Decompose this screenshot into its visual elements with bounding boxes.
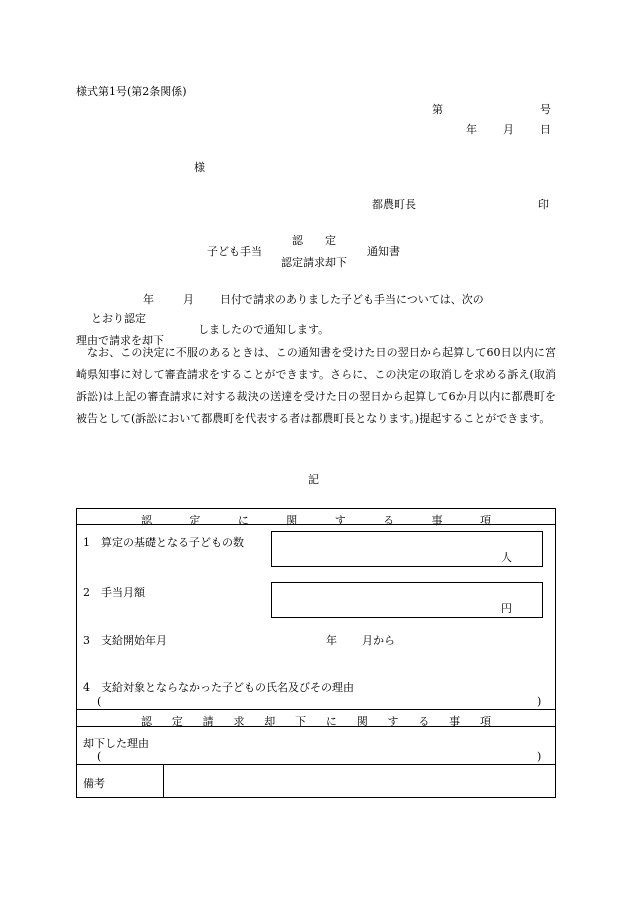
sender-name: 都農町長 — [372, 198, 416, 211]
child-count-unit: 人 — [501, 551, 512, 564]
section2-char: 項 — [479, 715, 491, 728]
section2-char: 認 — [141, 715, 152, 728]
paren-open: ( — [97, 750, 102, 763]
item3-label: 3 支給開始年月 — [83, 634, 167, 647]
reject-reason-label: 却下した理由 — [83, 737, 149, 750]
remarks-field[interactable] — [164, 765, 555, 797]
child-count-field[interactable] — [271, 531, 543, 567]
section2-char: 下 — [295, 715, 307, 728]
start-year: 年 — [326, 634, 337, 647]
divider — [77, 524, 555, 525]
title-suffix: 通知書 — [367, 245, 400, 258]
section2-char: 関 — [356, 715, 368, 728]
item1-label: 1 算定の基礎となる子どもの数 — [83, 536, 244, 549]
doc-number-prefix: 第 — [432, 103, 443, 116]
section1-char: に — [237, 514, 249, 527]
addressee-suffix: 様 — [194, 161, 205, 174]
item2-label: 2 手当月額 — [83, 586, 145, 599]
title-option-approve: 認 定 — [292, 234, 336, 247]
date-day: 日 — [540, 123, 551, 136]
title-option-reject: 認定請求却下 — [281, 256, 347, 269]
start-month: 月から — [362, 634, 395, 647]
body-year: 年 — [143, 293, 154, 306]
monthly-amount-unit: 円 — [501, 602, 512, 615]
divider — [77, 709, 555, 710]
section1-char: 関 — [286, 514, 298, 527]
form-number: 様式第1号(第2条関係) — [76, 85, 187, 98]
monthly-amount-field[interactable] — [271, 582, 543, 618]
section2-char: 定 — [171, 715, 183, 728]
date-year: 年 — [466, 123, 477, 136]
section1-header — [141, 512, 491, 528]
section1-char: す — [334, 514, 346, 527]
divider — [77, 726, 555, 727]
form-table — [76, 508, 556, 798]
section2-char: 請 — [202, 715, 214, 728]
body-option-reject: 理由で請求を却下 — [76, 334, 164, 347]
section2-char: 求 — [233, 715, 245, 728]
doc-number-suffix: 号 — [540, 103, 551, 116]
section1-char: 事 — [431, 514, 443, 527]
date-month: 月 — [503, 123, 514, 136]
ki-mark: 記 — [308, 473, 319, 486]
section2-char: に — [325, 715, 337, 728]
section2-char: す — [387, 715, 399, 728]
paren-open: ( — [97, 695, 102, 708]
section1-char: 定 — [189, 514, 201, 527]
remarks-label: 備考 — [83, 777, 105, 790]
body-option-approve: とおり認定 — [91, 312, 146, 325]
title-prefix: 子ども手当 — [207, 245, 262, 258]
body-line1: 日付で請求のありました子ども手当については、次の — [220, 293, 484, 306]
body-line2: しましたので通知します。 — [198, 323, 330, 336]
section2-char: 事 — [449, 715, 461, 728]
paren-close: ) — [537, 750, 542, 763]
section2-char: 却 — [264, 715, 276, 728]
seal-mark: 印 — [538, 198, 549, 211]
section1-char: る — [383, 514, 395, 527]
section1-char: 認 — [141, 514, 152, 527]
section1-char: 項 — [479, 514, 491, 527]
body-month: 月 — [183, 293, 194, 306]
appeal-paragraph: なお、この決定に不服のあるときは、この通知書を受けた日の翌日から起算して60日以内に宮崎県知事に対して審査請求をすることができます。さらに、この決定の取消しを求める訴え(取消訴訟)は上記の審査請求に対する裁決の送達を受けた日の翌日から起算して6か月以内に都農町を被告として(訴訟において都農町を代表する者は都農町長となります。)提起することができます。 — [76, 346, 556, 425]
item4-label: 4 支給対象とならなかった子どもの氏名及びその理由 — [83, 681, 354, 694]
section2-char: る — [418, 715, 430, 728]
paren-close: ) — [537, 695, 542, 708]
